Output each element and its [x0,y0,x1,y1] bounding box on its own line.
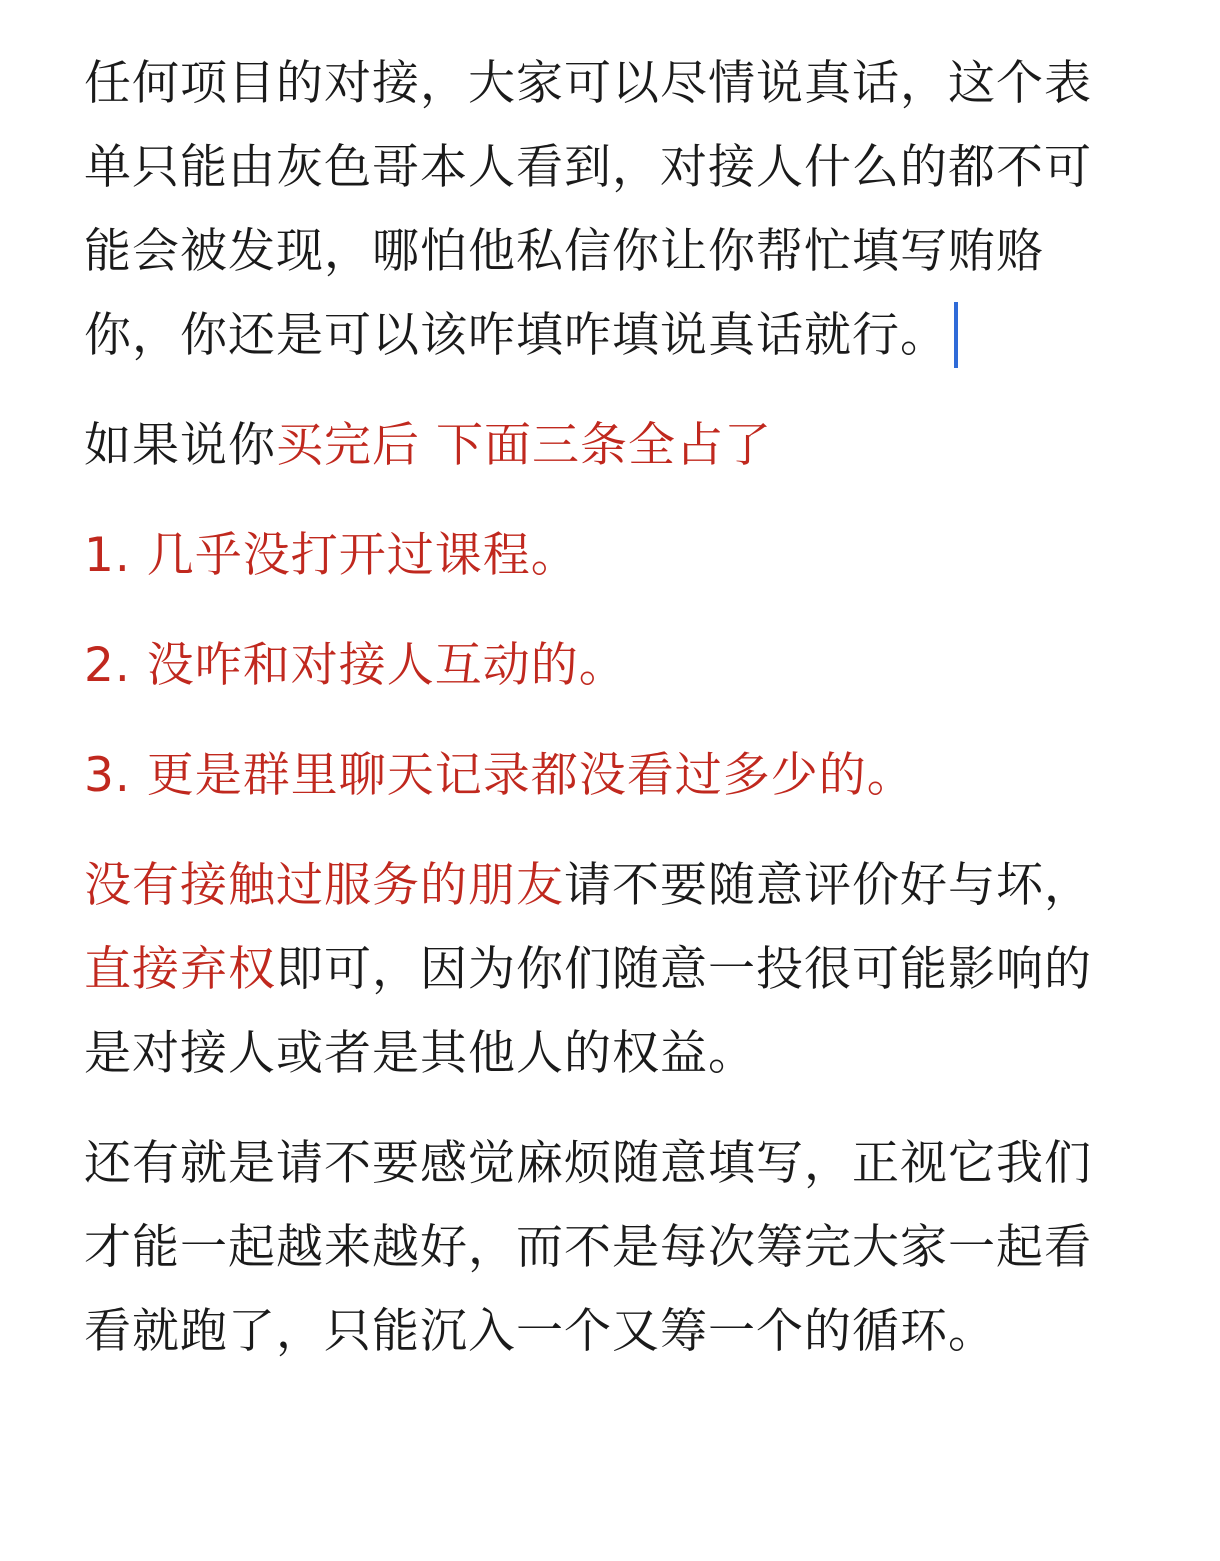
list-item-3: 3. 更是群里聊天记录都没看过多少的。 [84,748,915,803]
list-item-1: 1. 几乎没打开过课程。 [84,528,579,583]
condition-intro-text: 如果说你 [84,418,276,473]
abstain-highlight-2: 直接弃权 [84,942,276,997]
abstain-text-1: 请不要随意评价好与坏， [564,858,1092,913]
paragraph-closing: 还有就是请不要感觉麻烦随意填写，正视它我们才能一起越来越好，而不是每次筹完大家一起看看就跑了，只能沉入一个又筹一个的循环。 [84,1136,1092,1359]
paragraph-confidentiality [84,42,1124,378]
list-item-2: 2. 没咋和对接人互动的。 [84,638,627,693]
paragraph-condition-intro [84,404,1124,488]
paragraph-abstain [84,844,1124,1096]
text-cursor [954,302,958,368]
abstain-text-2: 即可，因为你们随意一投很可能影响的是对接人或者是其他人的权益。 [84,942,1092,1081]
condition-intro-highlight: 买完后 下面三条全占了 [276,418,772,473]
abstain-highlight-1: 没有接触过服务的朋友 [84,858,564,913]
article-body [84,42,1124,1400]
paragraph-confidentiality-text: 任何项目的对接，大家可以尽情说真话，这个表单只能由灰色哥本人看到，对接人什么的都不可能会被发现，哪怕他私信你让你帮忙填写贿赂你，你还是可以该咋填咋填说真话就行。 [84,56,1092,363]
